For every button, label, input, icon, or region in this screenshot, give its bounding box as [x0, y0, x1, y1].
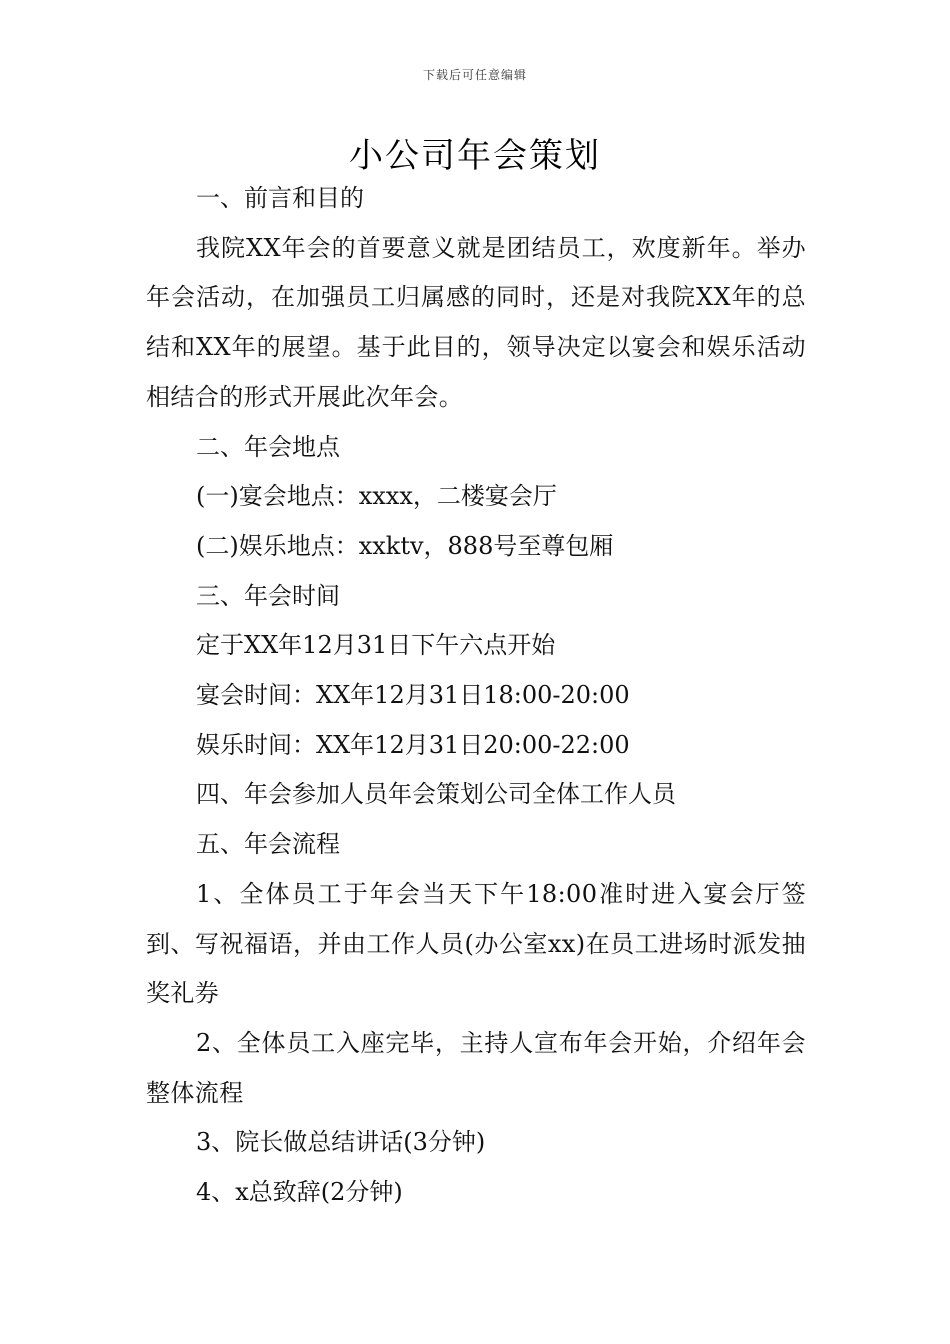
section-heading-attendees: 四、年会参加人员年会策划公司全体工作人员 [196, 780, 676, 809]
start-time: 定于XX年12月31日下午六点开始 [196, 631, 556, 660]
process-step-2: 2、全体员工入座完毕，主持人宣布年会开始，介绍年会整体流程 [146, 1028, 806, 1107]
banquet-time: 宴会时间：XX年12月31日18:00-20:00 [196, 681, 630, 710]
header-note: 下载后可任意编辑 [422, 68, 527, 82]
banquet-location: (一)宴会地点：xxxx，二楼宴会厅 [196, 482, 557, 511]
section-heading-preface: 一、前言和目的 [196, 184, 364, 212]
entertainment-location: (二)娱乐地点：xxktv，888号至尊包厢 [196, 531, 614, 560]
document-body [146, 174, 806, 1218]
section-heading-process: 五、年会流程 [196, 830, 340, 859]
process-step-1: 1、全体员工于年会当天下午18:00准时进入宴会厅签到、写祝福语，并由工作人员(办公室xx)在员工进场时派发抽奖礼券 [146, 879, 806, 1008]
process-step-3: 3、院长做总结讲话(3分钟) [196, 1128, 486, 1157]
section-heading-time: 三、年会时间 [196, 581, 340, 610]
entertainment-time: 娱乐时间：XX年12月31日20:00-22:00 [196, 730, 630, 759]
document-title: 小公司年会策划 [349, 136, 601, 176]
section-heading-location: 二、年会地点 [196, 432, 340, 461]
process-step-4: 4、x总致辞(2分钟) [196, 1178, 403, 1207]
preface-paragraph: 我院XX年会的首要意义就是团结员工，欢度新年。举办年会活动，在加强员工归属感的同时，还是对我院XX年的总结和XX年的展望。基于此目的，领导决定以宴会和娱乐活动相结合的形式开展此次年会。 [146, 233, 806, 411]
